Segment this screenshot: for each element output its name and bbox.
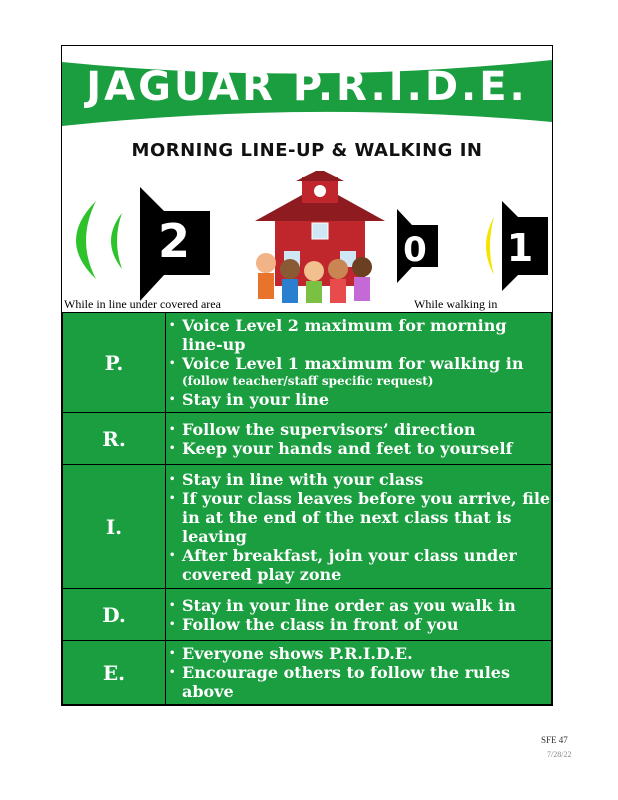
- caption-walking-in: While walking in: [414, 297, 498, 311]
- speaker-level-1-icon: [502, 201, 548, 291]
- pride-letter: R.: [63, 413, 166, 465]
- rule-text: Everyone shows P.R.I.D.E.: [182, 644, 413, 663]
- rule-text: Voice Level 1 maximum for walking in: [182, 354, 524, 373]
- sound-wave-yellow-icon: [486, 217, 494, 275]
- pride-letter: D.: [63, 589, 166, 641]
- voice-level-left: 2: [157, 214, 191, 268]
- rule-item: [166, 644, 551, 663]
- pride-rules-table: [62, 312, 552, 705]
- rule-text: Keep your hands and feet to yourself: [182, 438, 513, 458]
- rule-list: [166, 596, 551, 634]
- speaker-level-2-icon: [140, 187, 210, 301]
- rule-text: Stay in line with your class: [182, 469, 424, 489]
- poster-subtitle: MORNING LINE-UP & WALKING IN: [131, 140, 483, 161]
- rule-text: Follow the class in front of you: [182, 614, 459, 634]
- rule-item: [166, 596, 551, 615]
- pride-letter: E.: [63, 641, 166, 705]
- pride-letter: P.: [63, 313, 166, 413]
- pride-rules-cell: [166, 313, 552, 413]
- rule-item: [166, 390, 551, 409]
- poster-title: JAGUAR P.R.I.D.E.: [86, 64, 528, 110]
- pride-rules-cell: [166, 465, 552, 589]
- rule-list: [166, 316, 551, 409]
- voice-level-illustration: [62, 171, 552, 311]
- rule-item: [166, 489, 551, 546]
- rule-text: Stay in your line: [182, 390, 330, 409]
- school-house-icon: [255, 171, 385, 303]
- pride-row: [63, 641, 552, 705]
- rule-item: [166, 420, 551, 439]
- pride-row: [63, 589, 552, 641]
- rule-text: After breakfast, join your class under covered play zone: [182, 545, 517, 584]
- rule-text: Encourage others to follow the rules above: [182, 663, 510, 701]
- pride-poster: [61, 45, 553, 706]
- rule-note: (follow teacher/staff specific request): [182, 374, 434, 388]
- caption-covered-area: While in line under covered area: [64, 297, 221, 311]
- pride-row: [63, 313, 552, 413]
- rule-text: Voice Level 2 maximum for morning line-up: [182, 316, 507, 354]
- rule-text: Follow the supervisors’ direction: [182, 419, 476, 439]
- rule-text: Stay in your line order as you walk in: [182, 595, 516, 615]
- rule-item: [166, 546, 551, 584]
- pride-row: [63, 413, 552, 465]
- rule-item: [166, 663, 551, 701]
- rule-item: [166, 615, 551, 634]
- rule-list: [166, 470, 551, 584]
- rule-text: If your class leaves before you arrive, file in at the end of the next class that is leaving: [182, 488, 551, 546]
- footer-code: SFE 47: [541, 735, 568, 745]
- pride-row: [63, 465, 552, 589]
- rule-list: [166, 644, 551, 701]
- pride-letter: I.: [63, 465, 166, 589]
- pride-rules-cell: [166, 589, 552, 641]
- voice-level-mid: 0: [403, 230, 427, 270]
- rule-list: [166, 420, 551, 458]
- pride-rules-cell: [166, 641, 552, 705]
- sound-wave-green-icon: [76, 201, 122, 279]
- rule-item: [166, 316, 551, 354]
- rule-item: [166, 354, 551, 390]
- voice-level-right: 1: [506, 226, 534, 270]
- speaker-level-0-icon: [397, 209, 438, 283]
- pride-rules-cell: [166, 413, 552, 465]
- rule-item: [166, 470, 551, 489]
- rule-item: [166, 439, 551, 458]
- footer-date: 7/28/22: [547, 750, 572, 759]
